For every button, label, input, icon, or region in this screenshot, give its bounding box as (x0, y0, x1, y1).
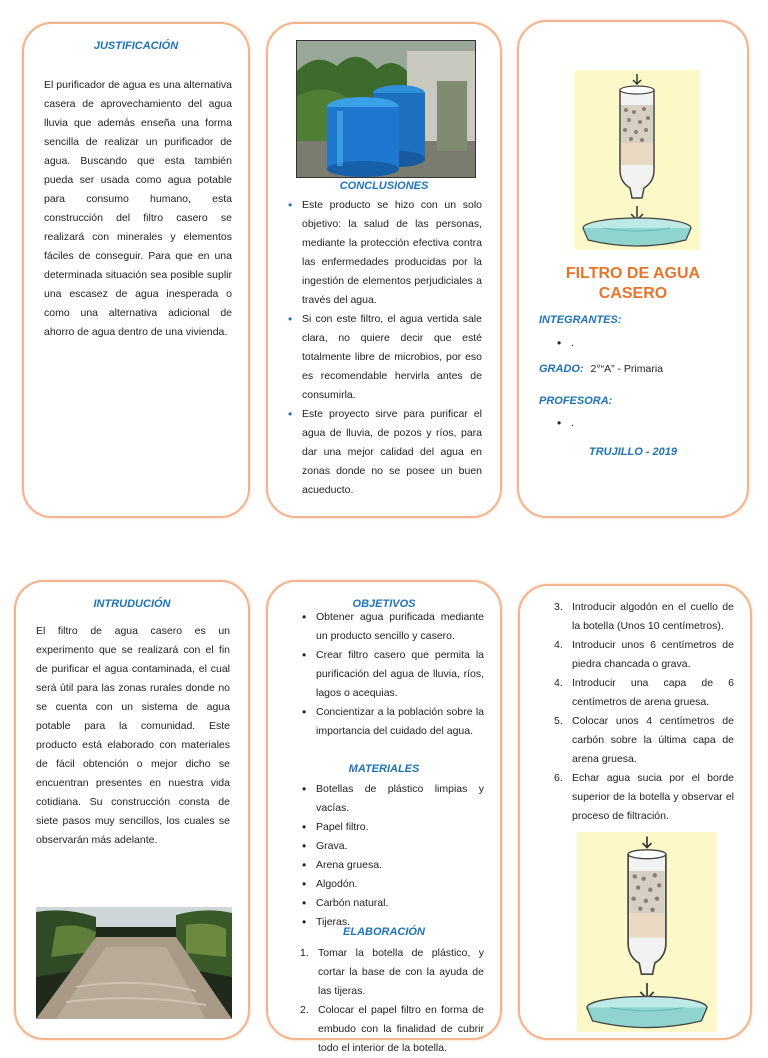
step-text: Colocar unos 4 centímetros de carbón sobre la última capa de arena gruesa. (572, 715, 734, 765)
panel-conclusiones (266, 22, 502, 518)
list-item (300, 944, 484, 1001)
heading-justificacion: JUSTIFICACIÓN (93, 40, 179, 52)
objetivos-list (300, 608, 484, 741)
justificacion-text: El purificador de agua es una alternativa casera de aprovechamiento del agua lluvia que además enseña una forma sencilla de realizar un purificador de agua. Buscando que esta también pueda ser usada como agua potable para consumo humano, esta construcción del filtro casero se realizará con minerales y elementos fáciles de conseguir. Para que en una determinada situación sea posible suplir una escasez de agua inesperada o como una alternativa adicional de ahorro de agua dentro de una vivienda. (44, 79, 232, 338)
elaboracion-list (300, 944, 484, 1058)
panel-justificacion (22, 22, 250, 518)
list-item: • Obtener agua purificada mediante un producto sencillo y casero. (316, 608, 484, 646)
list-item: • Este producto se hizo con un solo objetivo: la salud de las personas, mediante la protección efectiva contra las enfermedades producidas por la ingestión de elementos perjudiciales a través del agua. (302, 196, 482, 310)
pasos-list (554, 598, 734, 826)
step-number: 5. (554, 715, 563, 727)
list-item: • . (571, 334, 574, 353)
filter-illustration-icon (574, 70, 700, 250)
list-item: • Arena gruesa. (316, 856, 484, 875)
cover-title (519, 264, 747, 304)
heading-materiales: MATERIALES (348, 763, 420, 775)
filter-illustration-2 (575, 832, 719, 1032)
profesora-list (555, 414, 574, 433)
step-text: Tomar la botella de plástico, y cortar la base de con la ayuda de las tijeras. (318, 947, 484, 997)
step-text: Introducir unos 6 centímetros de piedra chancada o grava. (572, 639, 734, 670)
river-image (36, 907, 232, 1019)
filter-illustration (574, 70, 700, 250)
list-item: • Crear filtro casero que permita la purificación del agua de lluvia, ríos, lagos o acequias. (316, 646, 484, 703)
integrantes-label: INTEGRANTES: (539, 314, 622, 326)
grado-label: GRADO: (539, 363, 584, 375)
integrantes-list (555, 334, 574, 353)
step-number: 2. (300, 1004, 309, 1016)
list-item: • Si con este filtro, el agua vertida sale clara, no quiere decir que esté totalmente libre de microbios, por eso es recomendable hervirla antes de consumirla. (302, 310, 482, 405)
list-item: • Este proyecto sirve para purificar el agua de lluvia, de pozos y ríos, para dar una mejor calidad del agua en zonas donde no se posee un buen acueducto. (302, 405, 482, 500)
list-item (554, 674, 734, 712)
list-item (554, 769, 734, 826)
step-text: Colocar el papel filtro en forma de embudo con la finalidad de cubrir todo el interior de la botella. (318, 1004, 484, 1054)
list-item (554, 712, 734, 769)
barrels-image (297, 41, 475, 177)
heading-elaboracion: ELABORACIÓN (343, 926, 425, 938)
conclusiones-list (286, 196, 482, 500)
heading-conclusiones: CONCLUSIONES (339, 180, 429, 192)
list-item: • Papel filtro. (316, 818, 484, 837)
step-text: Introducir algodón en el cuello de la botella (Unos 10 centímetros). (572, 601, 734, 632)
step-number: 3. (554, 601, 563, 613)
list-item: • Botellas de plástico limpias y vacías. (316, 780, 484, 818)
heading-introduccion: INTRUDUCIÓN (93, 598, 171, 610)
place-year: TRUJILLO - 2019 (588, 446, 678, 458)
list-item (300, 1001, 484, 1058)
filter-illustration-icon (575, 832, 719, 1032)
list-item: • Tijeras. (316, 913, 484, 932)
cover-title-line1: FILTRO DE AGUA (565, 265, 701, 282)
heading-objetivos: OBJETIVOS (352, 598, 416, 610)
step-number: 4. (554, 677, 563, 689)
barrels-photo (296, 40, 476, 178)
list-item: • . (571, 414, 574, 433)
panel-cover (517, 20, 749, 518)
river-photo (36, 907, 232, 1019)
list-item (554, 598, 734, 636)
step-number: 6. (554, 772, 563, 784)
panel-pasos (518, 584, 752, 1040)
panel-objetivos (266, 580, 502, 1054)
grado-row (539, 363, 663, 375)
list-item: • Carbón natural. (316, 894, 484, 913)
cover-title-line2: CASERO (598, 285, 668, 302)
list-item: • Grava. (316, 837, 484, 856)
profesora-label: PROFESORA: (539, 395, 613, 407)
step-number: 4. (554, 639, 563, 651)
step-text: Echar agua sucia por el borde superior de la botella y observar el proceso de filtración. (572, 772, 734, 822)
introduccion-text: El filtro de agua casero es un experimento que se realizará con el fin de purificar el agua contaminada, el cual será útil para las zonas rurales donde no se cuenta con un sistema de agua potable para la comunidad. Este producto está elaborado con materiales de fácil obtención o mejor dicho se encuentran presentes en nuestra vida cotidiana. Su construcción consta de siete pasos muy sencillos, los cuales se observarán más adelante. (36, 625, 230, 846)
list-item (554, 636, 734, 674)
panel-introduccion (14, 580, 250, 1040)
step-text: Introducir una capa de 6 centímetros de arena gruesa. (572, 677, 734, 708)
list-item: • Concientizar a la población sobre la importancia del cuidado del agua. (316, 703, 484, 741)
materiales-list (300, 780, 484, 932)
step-number: 1. (300, 947, 309, 959)
grado-value: 2°“A” - Primaria (590, 363, 663, 375)
list-item: • Algodón. (316, 875, 484, 894)
